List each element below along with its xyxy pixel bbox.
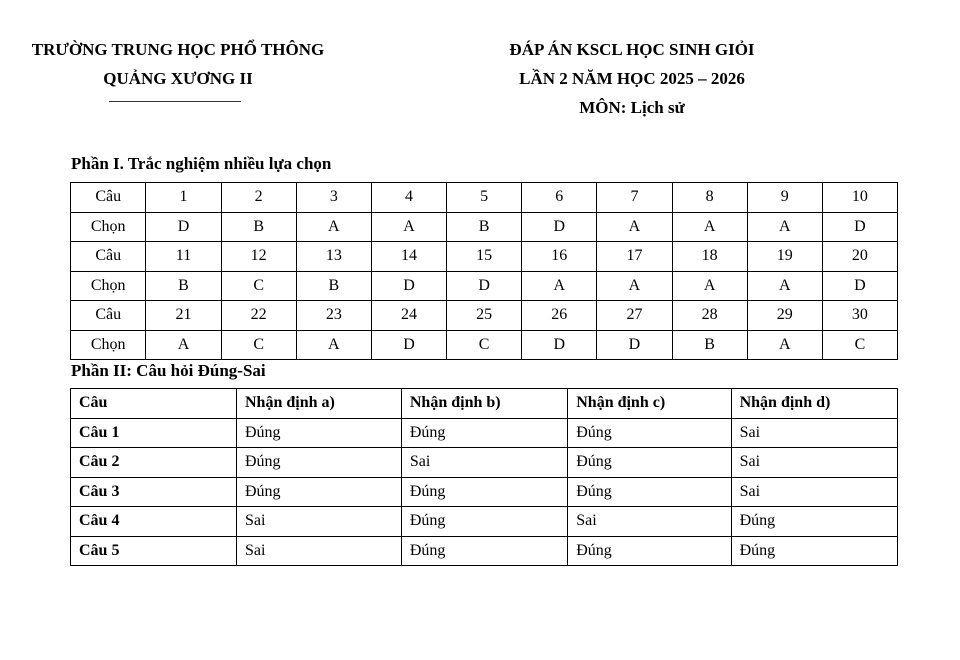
question-number-cell: 24 — [371, 301, 446, 331]
verdict-cell: Đúng — [401, 418, 567, 448]
answer-cell: A — [747, 271, 822, 301]
question-number-cell: 27 — [597, 301, 672, 331]
row-label: Chọn — [71, 330, 146, 360]
question-number-cell: 13 — [296, 242, 371, 272]
answer-cell: A — [146, 330, 221, 360]
question-number-cell: 6 — [522, 183, 597, 213]
answer-cell: D — [597, 330, 672, 360]
question-number-cell: 17 — [597, 242, 672, 272]
table-row — [71, 536, 898, 566]
question-number-cell: 23 — [296, 301, 371, 331]
school-header — [10, 38, 346, 96]
question-number-cell: 15 — [447, 242, 522, 272]
question-label: Câu 2 — [71, 448, 237, 478]
question-number-cell: 22 — [221, 301, 296, 331]
answer-cell: C — [221, 271, 296, 301]
school-name-line-1: TRƯỜNG TRUNG HỌC PHỔ THÔNG — [31, 40, 325, 59]
question-number-cell: 26 — [522, 301, 597, 331]
verdict-cell: Đúng — [568, 418, 731, 448]
question-number-cell: 30 — [822, 301, 897, 331]
answer-cell: C — [822, 330, 897, 360]
column-header: Nhận định a) — [237, 389, 402, 419]
answer-cell: C — [221, 330, 296, 360]
verdict-cell: Đúng — [401, 536, 567, 566]
answer-cell: B — [146, 271, 221, 301]
question-number-cell: 5 — [447, 183, 522, 213]
exam-subject: MÔN: Lịch sử — [579, 98, 685, 117]
question-label: Câu 4 — [71, 507, 237, 537]
header-divider — [109, 101, 241, 102]
question-number-cell: 10 — [822, 183, 897, 213]
answer-cell: B — [221, 212, 296, 242]
part2-title: Phần II: Câu hỏi Đúng-Sai — [71, 361, 266, 380]
verdict-cell: Đúng — [237, 477, 402, 507]
table-row — [71, 507, 898, 537]
question-number-cell: 12 — [221, 242, 296, 272]
column-header: Nhận định c) — [568, 389, 731, 419]
exam-header — [481, 38, 783, 125]
part1-title: Phần I. Trắc nghiệm nhiều lựa chọn — [71, 154, 332, 173]
question-number-cell: 4 — [371, 183, 446, 213]
question-number-cell: 9 — [747, 183, 822, 213]
verdict-cell: Đúng — [237, 418, 402, 448]
exam-year: LẦN 2 NĂM HỌC 2025 – 2026 — [519, 69, 745, 88]
school-name-line-2: QUẢNG XƯƠNG II — [103, 69, 253, 88]
answer-cell: B — [672, 330, 747, 360]
answer-cell: A — [747, 330, 822, 360]
column-header: Nhận định d) — [731, 389, 897, 419]
question-number-row — [71, 301, 898, 331]
question-number-cell: 28 — [672, 301, 747, 331]
question-number-row — [71, 183, 898, 213]
answer-cell: D — [522, 330, 597, 360]
exam-title: ĐÁP ÁN KSCL HỌC SINH GIỎI — [509, 40, 755, 59]
answer-cell: D — [822, 271, 897, 301]
table-row — [71, 418, 898, 448]
verdict-cell: Sai — [237, 536, 402, 566]
answer-cell: C — [447, 330, 522, 360]
answer-cell: A — [597, 212, 672, 242]
verdict-cell: Đúng — [568, 448, 731, 478]
question-label: Câu 1 — [71, 418, 237, 448]
row-label: Câu — [71, 242, 146, 272]
row-label: Chọn — [71, 271, 146, 301]
question-number-cell: 19 — [747, 242, 822, 272]
answer-cell: D — [522, 212, 597, 242]
answer-cell: D — [146, 212, 221, 242]
verdict-cell: Đúng — [401, 507, 567, 537]
answer-row — [71, 271, 898, 301]
verdict-cell: Sai — [731, 477, 897, 507]
answer-cell: D — [447, 271, 522, 301]
verdict-cell: Sai — [731, 418, 897, 448]
question-number-cell: 20 — [822, 242, 897, 272]
answer-cell: A — [296, 330, 371, 360]
question-label: Câu 5 — [71, 536, 237, 566]
verdict-cell: Đúng — [568, 536, 731, 566]
answer-cell: D — [371, 271, 446, 301]
column-header: Nhận định b) — [401, 389, 567, 419]
answer-cell: B — [447, 212, 522, 242]
question-number-cell: 1 — [146, 183, 221, 213]
question-number-cell: 29 — [747, 301, 822, 331]
row-label: Câu — [71, 183, 146, 213]
answer-row — [71, 212, 898, 242]
verdict-cell: Đúng — [568, 477, 731, 507]
question-number-cell: 16 — [522, 242, 597, 272]
question-number-cell: 14 — [371, 242, 446, 272]
answer-cell: B — [296, 271, 371, 301]
verdict-cell: Sai — [401, 448, 567, 478]
question-number-cell: 18 — [672, 242, 747, 272]
verdict-cell: Sai — [568, 507, 731, 537]
answer-cell: A — [747, 212, 822, 242]
question-number-cell: 7 — [597, 183, 672, 213]
verdict-cell: Đúng — [731, 536, 897, 566]
verdict-cell: Sai — [731, 448, 897, 478]
verdict-cell: Đúng — [731, 507, 897, 537]
question-number-cell: 8 — [672, 183, 747, 213]
row-label: Câu — [71, 301, 146, 331]
answer-cell: A — [296, 212, 371, 242]
table-row — [71, 448, 898, 478]
question-number-cell: 2 — [221, 183, 296, 213]
answer-cell: A — [672, 271, 747, 301]
multiple-choice-answer-table — [70, 182, 898, 360]
column-header: Câu — [71, 389, 237, 419]
verdict-cell: Sai — [237, 507, 402, 537]
verdict-cell: Đúng — [237, 448, 402, 478]
question-number-cell: 25 — [447, 301, 522, 331]
answer-cell: A — [597, 271, 672, 301]
question-number-cell: 21 — [146, 301, 221, 331]
question-number-cell: 3 — [296, 183, 371, 213]
answer-cell: D — [822, 212, 897, 242]
row-label: Chọn — [71, 212, 146, 242]
answer-cell: A — [672, 212, 747, 242]
true-false-answer-table — [70, 388, 898, 566]
verdict-cell: Đúng — [401, 477, 567, 507]
header-row — [71, 389, 898, 419]
answer-cell: A — [522, 271, 597, 301]
question-number-cell: 11 — [146, 242, 221, 272]
answer-cell: D — [371, 330, 446, 360]
question-label: Câu 3 — [71, 477, 237, 507]
question-number-row — [71, 242, 898, 272]
table-row — [71, 477, 898, 507]
answer-row — [71, 330, 898, 360]
answer-cell: A — [371, 212, 446, 242]
